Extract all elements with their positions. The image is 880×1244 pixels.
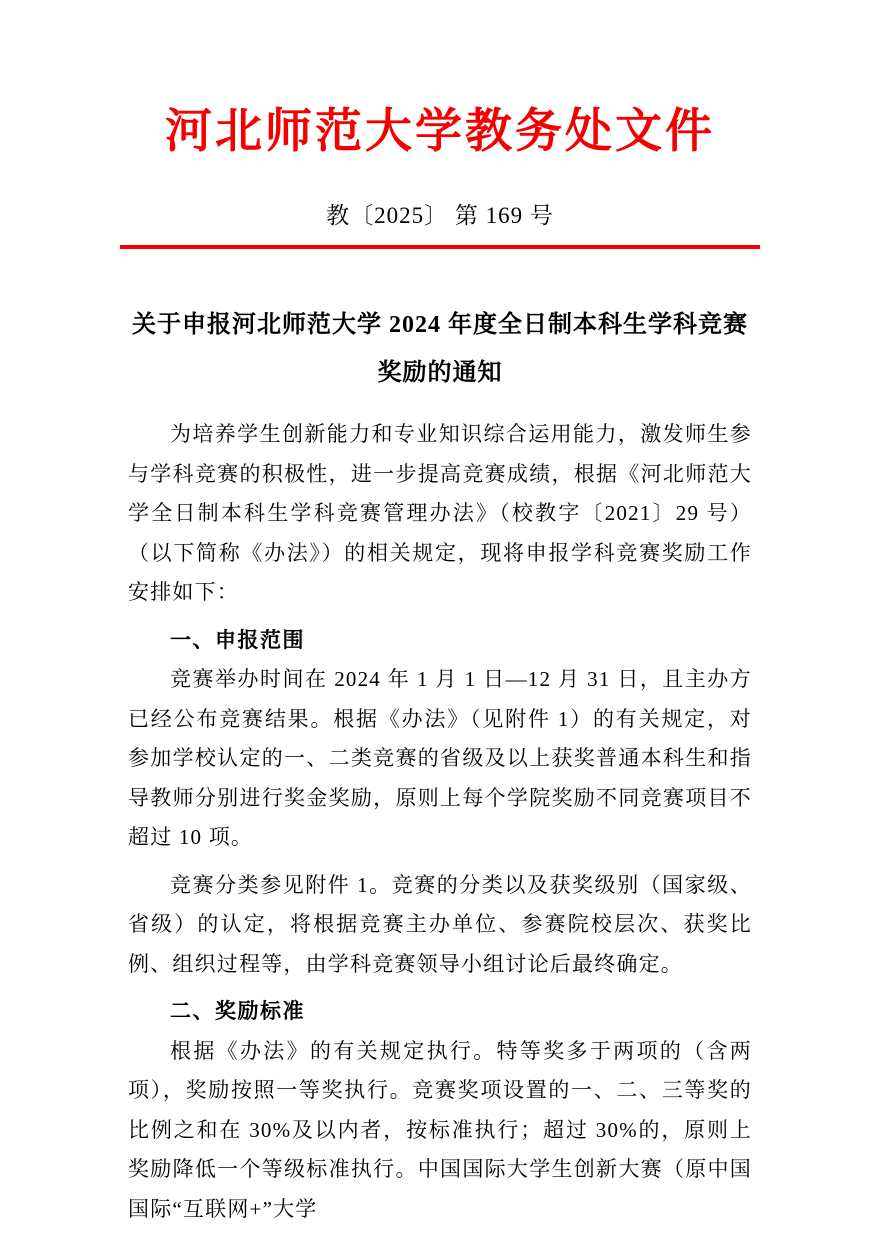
document-number: 教〔2025〕 第 169 号 — [326, 203, 554, 228]
intro-paragraph: 为培养学生创新能力和专业知识综合运用能力，激发师生参与学科竞赛的积极性，进一步提高竞赛成绩，根据《河北师范大学全日制本科生学科竞赛管理办法》（校教字〔2021〕29 号）（以下简称《办法》）的相关规定，现将申报学科竞赛奖励工作安排如下： — [128, 422, 752, 604]
section-1-paragraph-1: 竞赛举办时间在 2024 年 1 月 1 日—12 月 31 日，且主办方已经公布竞赛结果。根据《办法》（见附件 1）的有关规定，对参加学校认定的一、二类竞赛的省级及以上获奖普通本科生和指导教师分别进行奖金奖励，原则上每个学院奖励不同竞赛项目不超过 10 项。 — [128, 667, 752, 849]
section-2-heading: 二、奖励标准 — [170, 1000, 305, 1023]
document-body — [128, 415, 752, 1229]
document-title: 关于申报河北师范大学 2024 年度全日制本科生学科竞赛奖励的通知 — [132, 312, 748, 386]
agency-letterhead-title: 河北师范大学教务处文件 — [165, 106, 715, 158]
document-page — [0, 102, 880, 1244]
section-1-heading: 一、申报范围 — [170, 628, 305, 652]
section-2-paragraph-1: 根据《办法》的有关规定执行。特等奖多于两项的（含两项），奖励按照一等奖执行。竞赛奖项设置的一、二、三等奖的比例之和在 30%及以内者，按标准执行；超过 30%的，原则上奖励降低一个等级标准执行。中国国际大学生创新大赛（原中国国际“互联网+”大学 — [128, 1038, 752, 1221]
section-1-paragraph-2: 竞赛分类参见附件 1。竞赛的分类以及获奖级别（国家级、省级）的认定，将根据竞赛主办单位、参赛院校层次、获奖比例、组织过程等，由学科竞赛领导小组讨论后最终确定。 — [128, 872, 752, 976]
red-divider-rule — [120, 245, 760, 249]
